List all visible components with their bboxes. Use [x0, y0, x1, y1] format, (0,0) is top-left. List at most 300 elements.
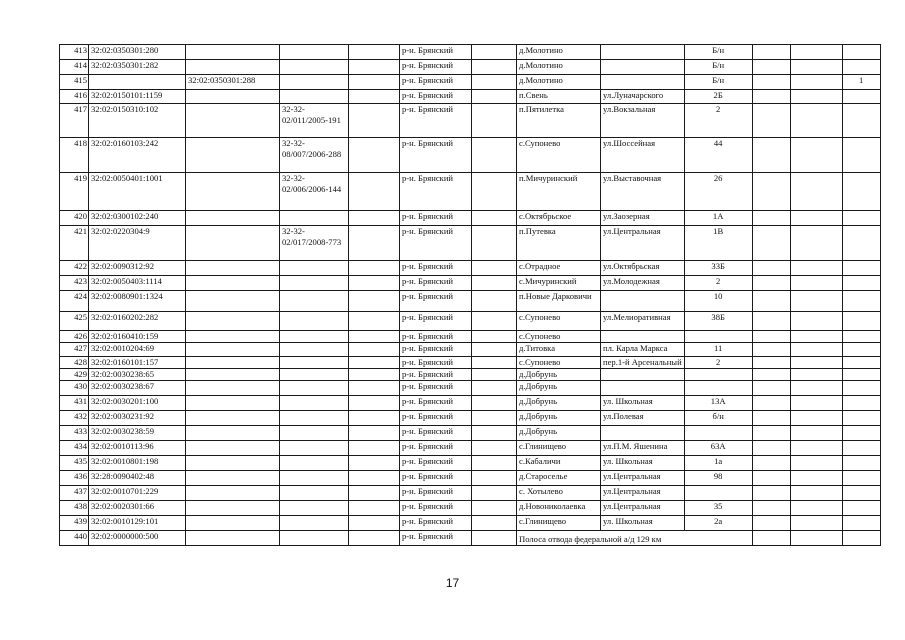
empty-cell	[790, 75, 842, 90]
settlement-cell: с.Супонево	[517, 138, 601, 173]
cadastral-number-cell: 32:02:0050403:1114	[89, 276, 186, 291]
street-cell: пер.1-й Арсенальный	[601, 357, 685, 369]
cadastral-number-cell: 32:02:0030231:92	[89, 411, 186, 426]
district-cell: р-н. Брянский	[400, 104, 472, 138]
registration-number-cell	[280, 369, 349, 381]
street-cell: ул.Октябрьская	[601, 261, 685, 276]
registration-number-cell	[280, 261, 349, 276]
row-number-cell: 428	[60, 357, 89, 369]
house-number-cell: Б/н	[684, 75, 752, 90]
registration-number-cell: 32-32-02/006/2006-144	[280, 173, 349, 211]
cadastral-number-cell: 32:02:0350301:280	[89, 45, 186, 60]
empty-cell	[349, 138, 400, 173]
table-row	[60, 426, 881, 441]
row-number-cell: 427	[60, 343, 89, 357]
empty-cell	[472, 411, 517, 426]
extra-value-cell	[842, 396, 880, 411]
district-cell: р-н. Брянский	[400, 357, 472, 369]
registration-number-cell	[280, 357, 349, 369]
extra-value-cell	[842, 381, 880, 396]
cadastral-number-2-cell	[186, 426, 280, 441]
table-row	[60, 226, 881, 261]
empty-cell	[752, 486, 790, 501]
empty-cell	[790, 291, 842, 312]
house-number-cell: 2	[684, 357, 752, 369]
settlement-cell: д.Молотино	[517, 75, 601, 90]
district-cell: р-н. Брянский	[400, 261, 472, 276]
empty-cell	[752, 426, 790, 441]
extra-value-cell	[842, 60, 880, 75]
registration-number-cell	[280, 531, 349, 546]
district-cell: р-н. Брянский	[400, 456, 472, 471]
registration-number-cell	[280, 60, 349, 75]
row-number-cell: 436	[60, 471, 89, 486]
street-cell: ул.Центральная	[601, 226, 685, 261]
house-number-cell	[684, 381, 752, 396]
empty-cell	[472, 331, 517, 343]
cadastral-number-2-cell	[186, 90, 280, 104]
empty-cell	[349, 45, 400, 60]
empty-cell	[752, 343, 790, 357]
empty-cell	[349, 369, 400, 381]
extra-value-cell	[842, 343, 880, 357]
row-number-cell: 415	[60, 75, 89, 90]
empty-cell	[349, 226, 400, 261]
cadastral-number-2-cell	[186, 456, 280, 471]
settlement-cell: д.Добрунь	[517, 411, 601, 426]
registration-number-cell: 32-32-02/011/2005-191	[280, 104, 349, 138]
empty-cell	[349, 291, 400, 312]
empty-cell	[790, 486, 842, 501]
empty-cell	[349, 531, 400, 546]
house-number-cell: 26	[684, 173, 752, 211]
street-cell: ул.Заозерная	[601, 211, 685, 226]
settlement-cell: с.Кабаличи	[517, 456, 601, 471]
registration-number-cell	[280, 471, 349, 486]
cadastral-number-2-cell: 32:02:0350301:288	[186, 75, 280, 90]
registration-number-cell	[280, 441, 349, 456]
cadastral-number-2-cell	[186, 211, 280, 226]
cadastral-number-cell: 32:02:0010801:198	[89, 456, 186, 471]
settlement-cell: с.Супонево	[517, 331, 601, 343]
empty-cell	[472, 211, 517, 226]
empty-cell	[349, 90, 400, 104]
cadastral-number-cell: 32:02:0150101:1159	[89, 90, 186, 104]
district-cell: р-н. Брянский	[400, 369, 472, 381]
empty-cell	[752, 75, 790, 90]
empty-cell	[790, 531, 842, 546]
empty-cell	[752, 396, 790, 411]
empty-cell	[790, 138, 842, 173]
empty-cell	[752, 471, 790, 486]
cadastral-number-cell	[89, 75, 186, 90]
empty-cell	[472, 486, 517, 501]
empty-cell	[790, 357, 842, 369]
table-row	[60, 60, 881, 75]
extra-value-cell	[842, 516, 880, 531]
table-row	[60, 456, 881, 471]
empty-cell	[790, 456, 842, 471]
empty-cell	[790, 396, 842, 411]
empty-cell	[472, 312, 517, 331]
extra-value-cell	[842, 471, 880, 486]
registration-number-cell	[280, 291, 349, 312]
row-number-cell: 416	[60, 90, 89, 104]
cadastral-number-cell: 32:02:0030238:59	[89, 426, 186, 441]
table-row	[60, 531, 881, 546]
empty-cell	[790, 90, 842, 104]
empty-cell	[472, 138, 517, 173]
cadastral-number-2-cell	[186, 226, 280, 261]
cadastral-number-cell: 32:02:0160202:282	[89, 312, 186, 331]
cadastral-number-cell: 32:02:0030201:100	[89, 396, 186, 411]
settlement-cell: п.Пятилетка	[517, 104, 601, 138]
settlement-cell: д.Добрунь	[517, 381, 601, 396]
table-row	[60, 357, 881, 369]
cadastral-number-cell: 32:28:0090402:48	[89, 471, 186, 486]
house-number-cell: 63А	[684, 441, 752, 456]
empty-cell	[790, 261, 842, 276]
house-number-cell: 38Б	[684, 312, 752, 331]
settlement-cell: д.Добрунь	[517, 369, 601, 381]
cadastral-number-2-cell	[186, 276, 280, 291]
settlement-cell: д.Староселье	[517, 471, 601, 486]
empty-cell	[472, 104, 517, 138]
cadastral-number-cell: 32:02:0220304:9	[89, 226, 186, 261]
empty-cell	[349, 276, 400, 291]
registration-number-cell	[280, 516, 349, 531]
settlement-cell: с.Супонево	[517, 357, 601, 369]
street-cell: ул.Луначарского	[601, 90, 685, 104]
district-cell: р-н. Брянский	[400, 471, 472, 486]
street-cell	[601, 75, 685, 90]
empty-cell	[472, 261, 517, 276]
empty-cell	[790, 516, 842, 531]
extra-value-cell	[842, 426, 880, 441]
cadastral-number-2-cell	[186, 343, 280, 357]
table-row	[60, 138, 881, 173]
table-row	[60, 501, 881, 516]
empty-cell	[349, 312, 400, 331]
empty-cell	[790, 226, 842, 261]
empty-cell	[752, 357, 790, 369]
empty-cell	[790, 411, 842, 426]
registration-number-cell	[280, 343, 349, 357]
registration-number-cell	[280, 456, 349, 471]
district-cell: р-н. Брянский	[400, 426, 472, 441]
house-number-cell: 35	[684, 501, 752, 516]
cadastral-number-2-cell	[186, 357, 280, 369]
settlement-cell: п.Новые Дарковичи	[517, 291, 601, 312]
extra-value-cell	[842, 312, 880, 331]
empty-cell	[790, 381, 842, 396]
empty-cell	[472, 357, 517, 369]
table-row	[60, 381, 881, 396]
settlement-cell: с.Октябрьское	[517, 211, 601, 226]
empty-cell	[752, 516, 790, 531]
cadastral-number-2-cell	[186, 369, 280, 381]
cadastral-number-2-cell	[186, 501, 280, 516]
cadastral-number-2-cell	[186, 138, 280, 173]
house-number-cell: 1В	[684, 226, 752, 261]
empty-cell	[752, 45, 790, 60]
extra-value-cell	[842, 411, 880, 426]
empty-cell	[752, 369, 790, 381]
cadastral-number-cell: 32:02:0010129:101	[89, 516, 186, 531]
empty-cell	[790, 211, 842, 226]
register-table-container	[59, 44, 881, 546]
cadastral-number-2-cell	[186, 396, 280, 411]
empty-cell	[790, 426, 842, 441]
street-cell: ул.Молодежная	[601, 276, 685, 291]
registration-number-cell: 32-32-02/017/2008-773	[280, 226, 349, 261]
empty-cell	[790, 369, 842, 381]
empty-cell	[472, 426, 517, 441]
street-cell: ул.Центральная	[601, 471, 685, 486]
cadastral-number-2-cell	[186, 331, 280, 343]
row-number-cell: 429	[60, 369, 89, 381]
registration-number-cell	[280, 45, 349, 60]
empty-cell	[349, 411, 400, 426]
row-number-cell: 430	[60, 381, 89, 396]
empty-cell	[349, 75, 400, 90]
table-row	[60, 104, 881, 138]
empty-cell	[472, 60, 517, 75]
empty-cell	[790, 45, 842, 60]
empty-cell	[472, 531, 517, 546]
row-number-cell: 426	[60, 331, 89, 343]
row-number-cell: 433	[60, 426, 89, 441]
settlement-cell: с. Хотылево	[517, 486, 601, 501]
district-cell: р-н. Брянский	[400, 138, 472, 173]
cadastral-number-2-cell	[186, 173, 280, 211]
page-number: 17	[445, 576, 460, 590]
registration-number-cell	[280, 411, 349, 426]
empty-cell	[790, 331, 842, 343]
registration-number-cell	[280, 381, 349, 396]
extra-value-cell	[842, 90, 880, 104]
row-number-cell: 435	[60, 456, 89, 471]
empty-cell	[472, 441, 517, 456]
empty-cell	[790, 276, 842, 291]
empty-cell	[472, 75, 517, 90]
table-row	[60, 343, 881, 357]
row-number-cell: 432	[60, 411, 89, 426]
street-cell	[601, 381, 685, 396]
settlement-cell: д.Молотино	[517, 45, 601, 60]
cadastral-number-cell: 32:02:0350301:282	[89, 60, 186, 75]
row-number-cell: 417	[60, 104, 89, 138]
extra-value-cell	[842, 138, 880, 173]
house-number-cell	[684, 486, 752, 501]
empty-cell	[349, 343, 400, 357]
cadastral-number-2-cell	[186, 516, 280, 531]
empty-cell	[790, 312, 842, 331]
settlement-cell: с.Супонево	[517, 312, 601, 331]
street-cell: пл. Карла Маркса	[601, 343, 685, 357]
settlement-cell: с.Отрадное	[517, 261, 601, 276]
extra-value-cell	[842, 45, 880, 60]
street-cell	[601, 331, 685, 343]
registration-number-cell	[280, 426, 349, 441]
cadastral-number-cell: 32:02:0160101:157	[89, 357, 186, 369]
empty-cell	[349, 104, 400, 138]
empty-cell	[472, 291, 517, 312]
empty-cell	[349, 516, 400, 531]
street-cell: ул.Вокзальная	[601, 104, 685, 138]
house-number-cell: 11	[684, 343, 752, 357]
empty-cell	[472, 471, 517, 486]
settlement-cell: с.Глинищево	[517, 516, 601, 531]
empty-cell	[349, 261, 400, 276]
empty-cell	[752, 501, 790, 516]
cadastral-number-cell: 32:02:0010204:69	[89, 343, 186, 357]
empty-cell	[349, 396, 400, 411]
row-number-cell: 423	[60, 276, 89, 291]
cadastral-number-cell: 32:02:0160410:159	[89, 331, 186, 343]
cadastral-number-cell: 32:02:0010701:229	[89, 486, 186, 501]
empty-cell	[472, 516, 517, 531]
extra-value-cell	[842, 261, 880, 276]
district-cell: р-н. Брянский	[400, 211, 472, 226]
row-number-cell: 434	[60, 441, 89, 456]
extra-value-cell	[842, 456, 880, 471]
district-cell: р-н. Брянский	[400, 226, 472, 261]
registration-number-cell	[280, 501, 349, 516]
empty-cell	[752, 312, 790, 331]
house-number-cell: б/н	[684, 411, 752, 426]
street-cell	[601, 45, 685, 60]
street-cell: ул. Школьная	[601, 456, 685, 471]
cadastral-number-cell: 32:02:0090312:92	[89, 261, 186, 276]
settlement-cell: Полоса отвода федеральной а/д 129 км	[517, 531, 753, 546]
extra-value-cell	[842, 173, 880, 211]
table-row	[60, 369, 881, 381]
empty-cell	[752, 90, 790, 104]
house-number-cell: 44	[684, 138, 752, 173]
cadastral-number-2-cell	[186, 291, 280, 312]
registration-number-cell	[280, 396, 349, 411]
table-row	[60, 331, 881, 343]
empty-cell	[472, 456, 517, 471]
house-number-cell: 10	[684, 291, 752, 312]
cadastral-number-2-cell	[186, 471, 280, 486]
district-cell: р-н. Брянский	[400, 441, 472, 456]
row-number-cell: 419	[60, 173, 89, 211]
registration-number-cell: 32-32-08/007/2006-288	[280, 138, 349, 173]
house-number-cell	[684, 426, 752, 441]
empty-cell	[790, 501, 842, 516]
row-number-cell: 414	[60, 60, 89, 75]
extra-value-cell	[842, 357, 880, 369]
extra-value-cell	[842, 331, 880, 343]
street-cell: ул.Центральная	[601, 486, 685, 501]
empty-cell	[752, 104, 790, 138]
empty-cell	[790, 60, 842, 75]
settlement-cell: п.Мичуринский	[517, 173, 601, 211]
row-number-cell: 422	[60, 261, 89, 276]
empty-cell	[790, 173, 842, 211]
table-row	[60, 211, 881, 226]
registration-number-cell	[280, 211, 349, 226]
table-row	[60, 516, 881, 531]
empty-cell	[752, 381, 790, 396]
registration-number-cell	[280, 312, 349, 331]
row-number-cell: 440	[60, 531, 89, 546]
district-cell: р-н. Брянский	[400, 486, 472, 501]
empty-cell	[790, 343, 842, 357]
empty-cell	[752, 60, 790, 75]
empty-cell	[472, 45, 517, 60]
empty-cell	[349, 173, 400, 211]
house-number-cell: 1а	[684, 456, 752, 471]
street-cell	[601, 369, 685, 381]
house-number-cell: 13А	[684, 396, 752, 411]
cadastral-number-cell: 32:02:0030238:65	[89, 369, 186, 381]
street-cell: ул. Школьная	[601, 516, 685, 531]
street-cell: ул.Выставочная	[601, 173, 685, 211]
registration-number-cell	[280, 331, 349, 343]
empty-cell	[790, 441, 842, 456]
extra-value-cell: 1	[842, 75, 880, 90]
extra-value-cell	[842, 211, 880, 226]
cadastral-number-cell: 32:02:0080901:1324	[89, 291, 186, 312]
cadastral-number-2-cell	[186, 45, 280, 60]
house-number-cell	[684, 369, 752, 381]
table-row	[60, 90, 881, 104]
empty-cell	[472, 90, 517, 104]
house-number-cell: 2	[684, 276, 752, 291]
house-number-cell: 2Б	[684, 90, 752, 104]
cadastral-number-2-cell	[186, 381, 280, 396]
extra-value-cell	[842, 104, 880, 138]
cadastral-number-cell: 32:02:0030238:67	[89, 381, 186, 396]
cadastral-number-cell: 32:02:0050401:1001	[89, 173, 186, 211]
row-number-cell: 418	[60, 138, 89, 173]
street-cell: ул.П.М. Яшенина	[601, 441, 685, 456]
extra-value-cell	[842, 531, 880, 546]
cadastral-number-cell: 32:02:0000000:500	[89, 531, 186, 546]
empty-cell	[349, 441, 400, 456]
cadastral-number-2-cell	[186, 486, 280, 501]
cadastral-number-cell: 32:02:0020301:66	[89, 501, 186, 516]
street-cell	[601, 426, 685, 441]
cadastral-number-2-cell	[186, 261, 280, 276]
empty-cell	[472, 226, 517, 261]
district-cell: р-н. Брянский	[400, 291, 472, 312]
extra-value-cell	[842, 291, 880, 312]
extra-value-cell	[842, 441, 880, 456]
empty-cell	[472, 501, 517, 516]
empty-cell	[752, 331, 790, 343]
district-cell: р-н. Брянский	[400, 516, 472, 531]
empty-cell	[349, 211, 400, 226]
empty-cell	[349, 456, 400, 471]
empty-cell	[752, 456, 790, 471]
empty-cell	[752, 211, 790, 226]
district-cell: р-н. Брянский	[400, 75, 472, 90]
table-row	[60, 75, 881, 90]
empty-cell	[752, 138, 790, 173]
empty-cell	[752, 411, 790, 426]
table-row	[60, 276, 881, 291]
extra-value-cell	[842, 486, 880, 501]
settlement-cell: д.Молотино	[517, 60, 601, 75]
settlement-cell: д.Новониколаевка	[517, 501, 601, 516]
empty-cell	[349, 426, 400, 441]
cadastral-number-2-cell	[186, 60, 280, 75]
table-row	[60, 45, 881, 60]
